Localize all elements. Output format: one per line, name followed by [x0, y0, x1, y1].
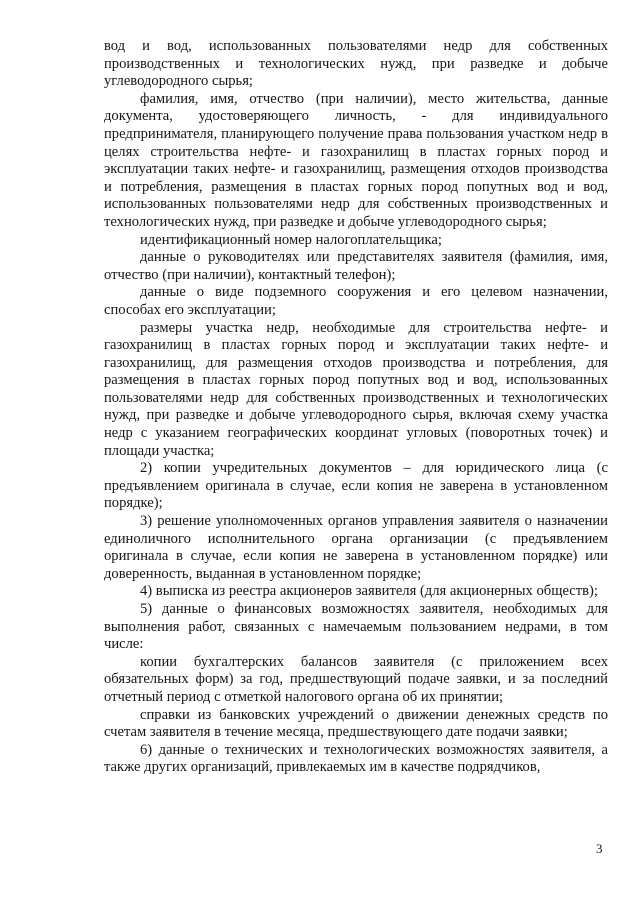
- paragraph-item-3: 3) решение уполномоченных органов управления заявителя о назначении единоличного исполнительного органа организации (с предъявлением оригинала в случае, если копия не заверена в установленном порядке) или доверенность, выданная в установленном порядке;: [104, 513, 608, 582]
- paragraph-item-5: 5) данные о финансовых возможностях заявителя, необходимых для выполнения работ, связанных с намечаемым пользованием недрами, в том числе:: [104, 601, 608, 653]
- paragraph-continuation: вод и вод, использованных пользователями недр для собственных производственных и технологических нужд, при разведке и добыче углеводородного сырья;: [104, 38, 608, 90]
- paragraph-balance-sheets: копии бухгалтерских балансов заявителя (с приложением всех обязательных форм) за год, предшествующий подаче заявки, и за последний отчетный период с отметкой налогового органа об их принятии;: [104, 653, 608, 705]
- paragraph-item-6: 6) данные о технических и технологических возможностях заявителя, а также других организаций, привлекаемых им в качестве подрядчиков,: [104, 741, 608, 776]
- paragraph-item-2: 2) копии учредительных документов – для юридического лица (с предъявлением оригинала в случае, если копия не заверена в установленном порядке);: [104, 460, 608, 512]
- paragraph-individual-entrepreneur: фамилия, имя, отчество (при наличии), место жительства, данные документа, удостоверяющего личность, - для индивидуального предпринимателя, планирующего получение права пользования участком недр в целях строительства нефте- и газохранилищ в пластах горных пород и эксплуатации таких нефте- и газохранилищ, размещения отходов производства и потребления, размещения в пластах горных пород попутных вод и вод, использованных пользователями недр для собственных производственных и технологических нужд, при разведке и добыче углеводородного сырья;: [104, 90, 608, 230]
- document-body: [104, 38, 608, 777]
- paragraph-taxpayer-id: идентификационный номер налогоплательщика;: [140, 231, 442, 248]
- paragraph-plot-size: размеры участка недр, необходимые для строительства нефте- и газохранилищ в пластах горных пород и эксплуатации таких нефте- и газохранилищ, для размещения отходов производства и потребления, для размещения в пластах горных пород попутных вод и вод, использованных пользователями недр для собственных производственных и технологических нужд, при разведке и добыче углеводородного сырья, включая схему участка недр с указанием географических координат угловых (поворотных точек) и площади участка;: [104, 319, 608, 459]
- paragraph-bank-statements: справки из банковских учреждений о движении денежных средств по счетам заявителя в течение месяца, предшествующего дате подачи заявки;: [104, 706, 608, 741]
- paragraph-managers: данные о руководителях или представителях заявителя (фамилия, имя, отчество (при наличии), контактный телефон);: [104, 249, 608, 283]
- page-number: 3: [596, 841, 603, 856]
- paragraph-underground-structure: данные о виде подземного сооружения и его целевом назначении, способах его эксплуатации;: [104, 284, 608, 318]
- paragraph-item-4: 4) выписка из реестра акционеров заявителя (для акционерных обществ);: [140, 583, 598, 600]
